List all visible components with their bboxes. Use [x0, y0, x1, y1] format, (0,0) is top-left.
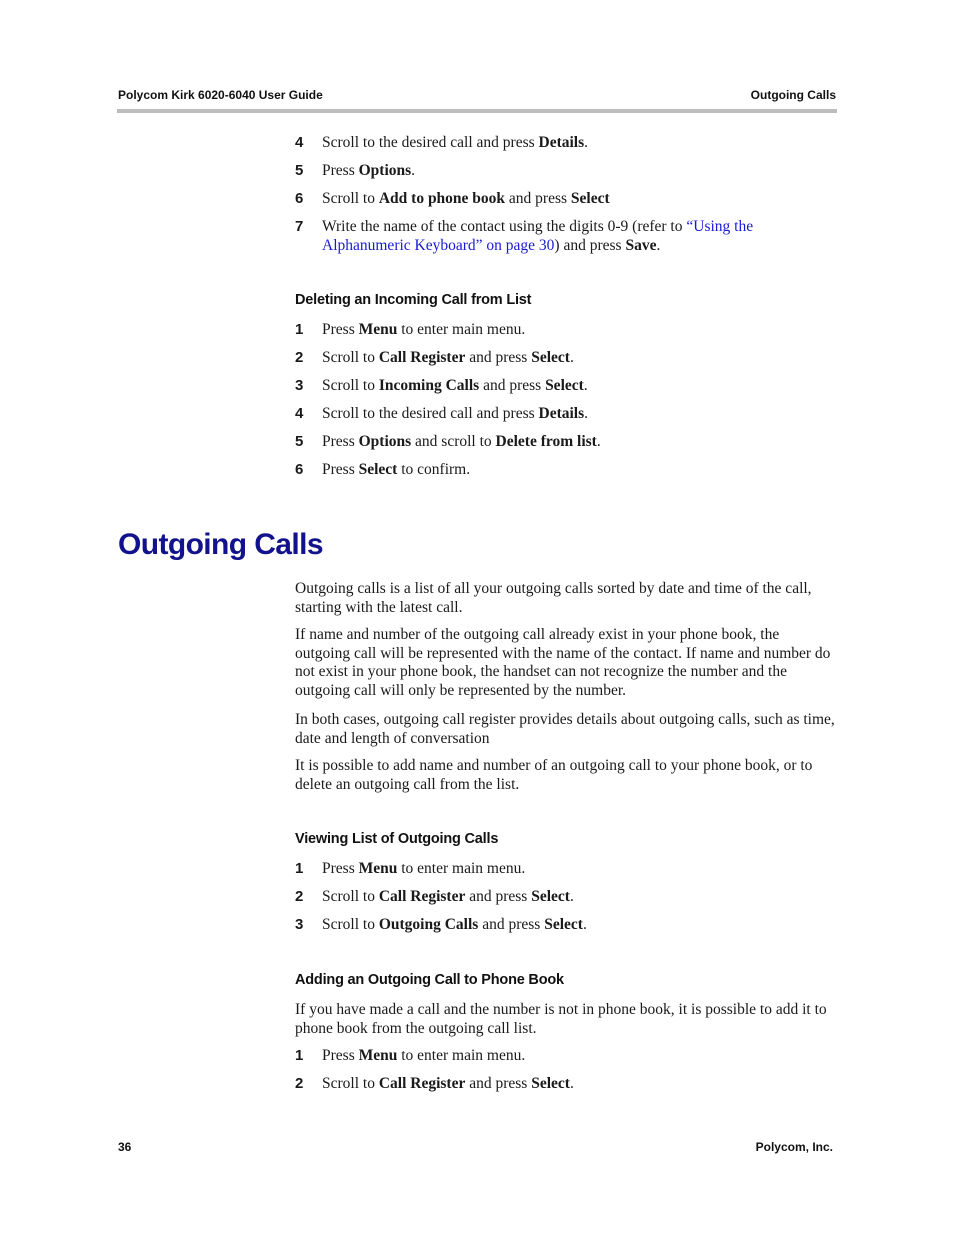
header-section-title: Outgoing Calls [750, 88, 836, 102]
subsection-heading-deleting: Deleting an Incoming Call from List [295, 292, 532, 308]
body-paragraph: It is possible to add name and number of an outgoing call to your phone book, or to delete an outgoing call from the list. [295, 757, 813, 793]
footer-company: Polycom, Inc. [755, 1140, 833, 1154]
page-number: 36 [118, 1140, 132, 1154]
body-paragraph: In both cases, outgoing call register provides details about outgoing calls, such as time, date and length of conversation [295, 711, 835, 747]
subsection-heading-viewing: Viewing List of Outgoing Calls [295, 831, 499, 847]
cross-reference-link[interactable]: “Using the Alphanumeric Keyboard” on page 30 [322, 218, 754, 254]
page-header [118, 88, 836, 106]
section-title: Outgoing Calls [118, 528, 323, 561]
body-paragraph: Outgoing calls is a list of all your outgoing calls sorted by date and time of the call, starting with the latest call. [295, 580, 812, 616]
header-rule [117, 109, 837, 113]
header-doc-title: Polycom Kirk 6020-6040 User Guide [118, 88, 323, 102]
subsection-heading-adding: Adding an Outgoing Call to Phone Book [295, 972, 564, 988]
body-paragraph: If you have made a call and the number is not in phone book, it is possible to add it to phone book from the outgoing call list. [295, 1001, 827, 1037]
page-footer [118, 1140, 833, 1158]
body-paragraph: If name and number of the outgoing call already exist in your phone book, the outgoing call will be represented with the name of the contact. If name and number do not exist in your phone book, the handset can not recognize the number and the outgoing call will only be represented by the number. [295, 626, 831, 699]
